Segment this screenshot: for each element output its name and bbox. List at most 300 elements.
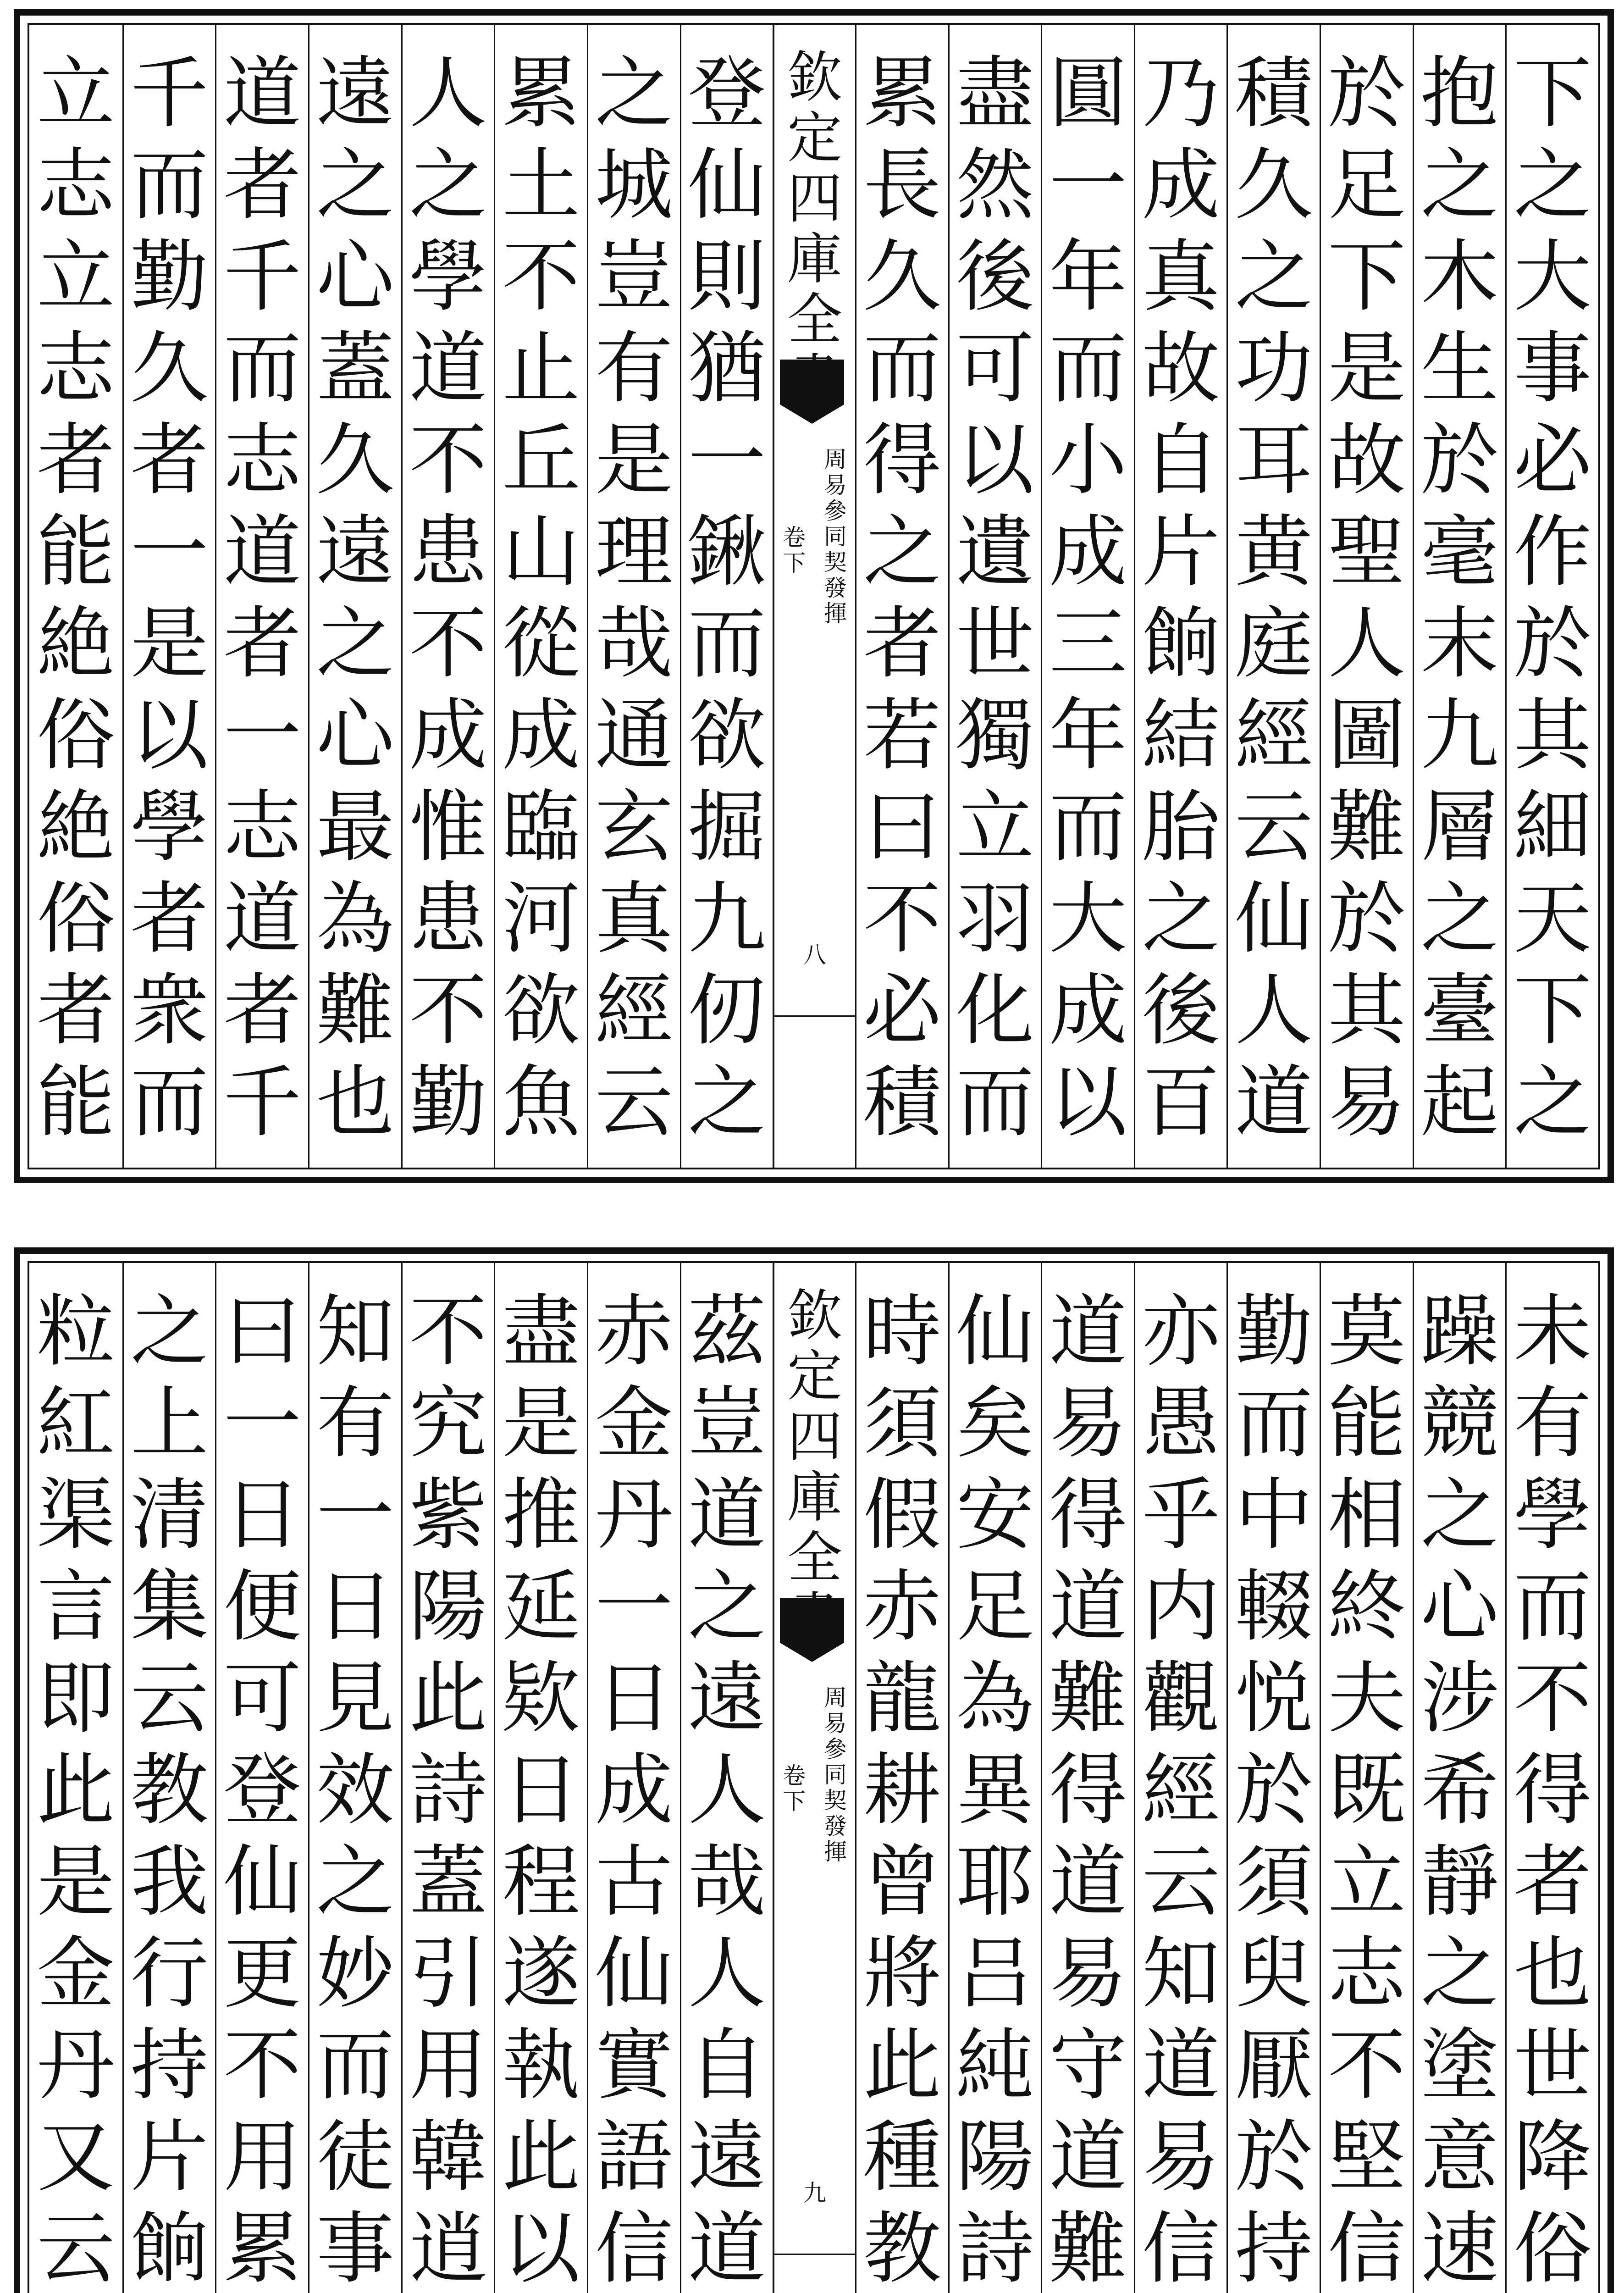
glyph: 立 (956, 782, 1034, 873)
glyph: 易 (1327, 1057, 1406, 1148)
glyph: 止 (502, 323, 580, 414)
glyph: 者 (1514, 1837, 1592, 1927)
glyph: 百 (1142, 1057, 1220, 1148)
text-column (122, 25, 215, 1168)
glyph: 理 (595, 507, 673, 598)
glyph: 九 (688, 874, 766, 964)
text-column-body (950, 1286, 1041, 2293)
glyph: 之 (130, 1286, 209, 1377)
text-column-body (588, 1286, 680, 2293)
glyph: 一 (688, 415, 766, 506)
glyph: 足 (956, 1562, 1034, 1652)
glyph: 究 (409, 1378, 487, 1469)
text-column (1505, 1263, 1598, 2293)
glyph: 難 (316, 965, 394, 1056)
glyph: 延 (502, 1562, 580, 1652)
glyph: 亦 (1142, 1286, 1220, 1377)
glyph (950, 1148, 1041, 1149)
book-title-char: 揮 (823, 600, 847, 627)
text-column-body (588, 48, 680, 1149)
glyph: 必 (1514, 415, 1592, 506)
glyph: 難 (1049, 2204, 1127, 2293)
text-column-body (1414, 48, 1506, 1149)
glyph: 城 (595, 140, 673, 231)
glyph: 推 (502, 1470, 580, 1561)
glyph: 得 (863, 415, 941, 506)
glyph: 道 (1049, 1562, 1127, 1652)
glyph: 勤 (130, 232, 209, 322)
glyph: 我 (130, 1837, 209, 1927)
glyph: 能 (1327, 1378, 1406, 1469)
glyph: 俗 (1514, 2204, 1592, 2293)
glyph: 層 (1420, 782, 1499, 873)
glyph: 而 (956, 1057, 1034, 1148)
glyph: 蓋 (409, 1837, 487, 1927)
glyph: 者 (223, 965, 302, 1056)
glyph: 不 (502, 232, 580, 322)
glyph: 玄 (595, 782, 673, 873)
folio-number: 九 (803, 2180, 827, 2206)
glyph: 不 (1514, 1653, 1592, 1744)
glyph: 世 (956, 598, 1034, 689)
book-title-char: 同 (823, 1761, 847, 1788)
glyph: 既 (1327, 1745, 1406, 1836)
glyph: 不 (223, 2020, 302, 2111)
glyph: 千 (130, 48, 209, 139)
lower-page (14, 1247, 1614, 2293)
glyph: 不 (409, 1286, 487, 1377)
glyph: 仙 (956, 1286, 1034, 1377)
glyph: 餉 (1142, 598, 1220, 689)
glyph: 守 (1049, 2020, 1127, 2111)
glyph: 是 (37, 1837, 115, 1927)
glyph: 種 (863, 2112, 941, 2203)
glyph: 哉 (595, 598, 673, 689)
glyph: 功 (1235, 323, 1313, 414)
center-fold-column (773, 1263, 855, 2293)
glyph: 丹 (37, 2020, 115, 2111)
glyph: 片 (130, 2112, 209, 2203)
glyph: 曰 (223, 1286, 302, 1377)
glyph: 於 (1514, 598, 1592, 689)
glyph: 云 (37, 2204, 115, 2293)
glyph: 輟 (1235, 1562, 1313, 1652)
glyph: 而 (1049, 782, 1127, 873)
glyph: 累 (223, 2204, 302, 2293)
folio-number: 八 (803, 942, 827, 968)
glyph: 學 (1514, 1470, 1592, 1561)
glyph (124, 1148, 215, 1149)
glyph: 而 (316, 2020, 394, 2111)
glyph: 自 (1142, 415, 1220, 506)
glyph (856, 1148, 948, 1149)
glyph: 小 (1049, 415, 1127, 506)
title-char: 定 (787, 1345, 843, 1408)
text-column-body (29, 1286, 122, 2293)
text-column (948, 25, 1041, 1168)
glyph: 曾 (863, 1837, 941, 1927)
glyph: 不 (863, 874, 941, 964)
glyph: 則 (688, 232, 766, 322)
glyph: 涉 (1420, 1653, 1499, 1744)
glyph: 者 (37, 965, 115, 1056)
glyph: 九 (1420, 690, 1499, 781)
glyph: 上 (130, 1378, 209, 1469)
glyph: 丘 (502, 415, 580, 506)
glyph: 之 (1420, 1470, 1499, 1561)
glyph: 日 (502, 1745, 580, 1836)
glyph: 紫 (409, 1470, 487, 1561)
glyph: 人 (1235, 965, 1313, 1056)
glyph: 古 (595, 1837, 673, 1927)
text-column (1226, 25, 1320, 1168)
glyph: 韓 (409, 2112, 487, 2203)
glyph: 更 (223, 1928, 302, 2019)
glyph: 胎 (1142, 782, 1220, 873)
glyph: 俗 (37, 690, 115, 781)
glyph: 赤 (863, 1562, 941, 1652)
glyph: 必 (863, 965, 941, 1056)
text-column-body (1135, 48, 1227, 1149)
glyph: 之 (316, 598, 394, 689)
text-column (587, 25, 680, 1168)
glyph: 成 (595, 1745, 673, 1836)
glyph: 結 (1142, 690, 1220, 781)
text-column-body (1228, 48, 1320, 1149)
glyph: 安 (956, 1470, 1034, 1561)
glyph: 志 (1327, 1928, 1406, 2019)
glyph: 臺 (1420, 965, 1499, 1056)
book-title-label (824, 1685, 847, 1865)
glyph: 成 (502, 690, 580, 781)
glyph: 日 (316, 1562, 394, 1652)
text-column (401, 1263, 494, 2293)
glyph: 能 (37, 507, 115, 598)
glyph: 心 (1420, 1562, 1499, 1652)
glyph: 乎 (1142, 1470, 1220, 1561)
text-column-body (856, 1286, 948, 2293)
glyph: 陽 (409, 1562, 487, 1652)
glyph: 一 (316, 1470, 394, 1561)
glyph: 行 (130, 1928, 209, 2019)
glyph: 久 (130, 323, 209, 414)
glyph: 事 (1514, 323, 1592, 414)
volume-char: 卷 (783, 524, 806, 551)
text-column (1320, 25, 1413, 1168)
glyph: 而 (130, 140, 209, 231)
glyph: 未 (1514, 1286, 1592, 1377)
glyph: 一 (223, 690, 302, 781)
glyph: 登 (223, 1745, 302, 1836)
glyph: 人 (688, 1928, 766, 2019)
glyph: 而 (130, 1057, 209, 1148)
glyph: 語 (595, 2112, 673, 2203)
glyph: 仙 (688, 140, 766, 231)
volume-char: 卷 (783, 1762, 806, 1789)
glyph: 以 (130, 690, 209, 781)
glyph: 時 (863, 1286, 941, 1377)
glyph: 速 (1420, 2204, 1499, 2293)
glyph: 詩 (956, 2204, 1034, 2293)
glyph: 年 (1049, 690, 1127, 781)
glyph: 獨 (956, 690, 1034, 781)
text-column-body (1507, 48, 1598, 1149)
glyph: 故 (1142, 323, 1220, 414)
text-column (680, 25, 773, 1168)
glyph: 便 (223, 1562, 302, 1652)
glyph: 絶 (37, 598, 115, 689)
glyph: 於 (1420, 415, 1499, 506)
glyph: 能 (37, 1057, 115, 1148)
glyph: 一 (223, 1378, 302, 1469)
text-column (855, 25, 948, 1168)
glyph: 有 (1514, 1378, 1592, 1469)
book-title-char: 契 (823, 1787, 847, 1814)
glyph: 之 (863, 507, 941, 598)
glyph: 云 (1142, 1837, 1220, 1927)
text-column-body (950, 48, 1041, 1149)
fishtail-mark-icon (780, 1598, 844, 1662)
glyph: 遠 (688, 1653, 766, 1744)
glyph: 而 (688, 598, 766, 689)
glyph: 心 (316, 690, 394, 781)
glyph: 臾 (1235, 1928, 1313, 2019)
glyph: 有 (316, 1378, 394, 1469)
glyph: 長 (863, 140, 941, 231)
glyph: 志 (37, 140, 115, 231)
glyph: 臨 (502, 782, 580, 873)
title-char: 庫 (787, 1466, 843, 1529)
text-column (494, 1263, 587, 2293)
glyph: 知 (1142, 1928, 1220, 2019)
glyph: 道 (223, 507, 302, 598)
glyph: 惟 (409, 782, 487, 873)
text-column-body (681, 1286, 773, 2293)
glyph: 妙 (316, 1928, 394, 2019)
glyph (1042, 1148, 1134, 1149)
text-column-body (1321, 1286, 1413, 2293)
glyph: 而 (223, 323, 302, 414)
glyph: 心 (316, 232, 394, 322)
glyph: 道 (1049, 1286, 1127, 1377)
glyph (403, 1148, 494, 1149)
glyph: 之 (1235, 232, 1313, 322)
glyph: 之 (409, 140, 487, 231)
glyph: 易 (1049, 1378, 1127, 1469)
glyph: 欲 (502, 965, 580, 1056)
glyph: 經 (595, 965, 673, 1056)
upper-page (14, 9, 1614, 1183)
glyph: 後 (1142, 965, 1220, 1056)
glyph: 之 (1514, 1057, 1592, 1148)
glyph: 千 (223, 1057, 302, 1148)
glyph: 立 (1327, 1837, 1406, 1927)
glyph: 學 (409, 232, 487, 322)
glyph: 後 (956, 232, 1034, 322)
glyph: 茲 (688, 1286, 766, 1377)
text-column-body (1135, 1286, 1227, 2293)
glyph: 圓 (1049, 48, 1127, 139)
glyph: 人 (1327, 598, 1406, 689)
glyph: 此 (37, 1745, 115, 1836)
glyph: 之 (595, 48, 673, 139)
glyph: 曰 (863, 782, 941, 873)
glyph: 豈 (688, 1378, 766, 1469)
glyph: 而 (1235, 1378, 1313, 1469)
text-column (1134, 25, 1227, 1168)
volume-label (783, 525, 806, 576)
book-title-char: 發 (823, 575, 847, 601)
glyph: 可 (956, 323, 1034, 414)
glyph: 此 (409, 1653, 487, 1744)
center-fold-column (773, 25, 855, 1168)
text-column (29, 25, 122, 1168)
glyph: 堅 (1327, 2112, 1406, 2203)
glyph: 之 (316, 1837, 394, 1927)
text-column-body (495, 1286, 587, 2293)
glyph: 難 (1049, 1653, 1127, 1744)
text-column-body (856, 48, 948, 1149)
glyph: 教 (130, 1745, 209, 1836)
glyph: 遠 (688, 2112, 766, 2203)
glyph: 猶 (688, 323, 766, 414)
glyph: 也 (316, 1057, 394, 1148)
glyph: 矣 (956, 1378, 1034, 1469)
text-column (680, 1263, 773, 2293)
glyph: 將 (863, 1928, 941, 2019)
glyph: 金 (595, 1378, 673, 1469)
glyph: 是 (130, 598, 209, 689)
glyph: 效 (316, 1745, 394, 1836)
glyph: 之 (1514, 140, 1592, 231)
book-title-char: 契 (823, 549, 847, 576)
glyph: 一 (130, 507, 209, 598)
glyph: 知 (316, 1286, 394, 1377)
glyph: 不 (409, 415, 487, 506)
glyph: 赤 (595, 1286, 673, 1377)
book-title-label (824, 447, 847, 626)
glyph: 黄 (1235, 507, 1313, 598)
glyph: 而 (1514, 1562, 1592, 1652)
text-column-body (309, 1286, 401, 2293)
glyph: 累 (863, 48, 941, 139)
glyph: 積 (863, 1057, 941, 1148)
upper-page-frame (28, 23, 1600, 1169)
glyph: 信 (1142, 2204, 1220, 2293)
glyph: 毫 (1420, 507, 1499, 598)
glyph: 生 (1420, 323, 1499, 414)
glyph: 金 (37, 1928, 115, 2019)
text-column-body (1042, 1286, 1134, 2293)
glyph: 之 (1420, 140, 1499, 231)
glyph: 大 (1514, 232, 1592, 322)
glyph: 不 (409, 965, 487, 1056)
glyph: 遠 (316, 507, 394, 598)
glyph: 盡 (502, 1286, 580, 1377)
glyph: 用 (409, 2020, 487, 2111)
glyph: 之 (1420, 1928, 1499, 2019)
title-char: 庫 (787, 227, 843, 291)
glyph: 故 (1327, 415, 1406, 506)
glyph: 終 (1327, 1562, 1406, 1652)
glyph: 耳 (1235, 415, 1313, 506)
glyph: 世 (1514, 2020, 1592, 2111)
glyph: 羽 (956, 874, 1034, 964)
glyph: 易 (1142, 2112, 1220, 2203)
title-char: 四 (787, 1405, 843, 1469)
glyph: 久 (1235, 140, 1313, 231)
glyph: 教 (863, 2204, 941, 2293)
glyph: 清 (130, 1470, 209, 1561)
book-title-char: 揮 (823, 1839, 847, 1865)
glyph: 觀 (1142, 1653, 1220, 1744)
glyph: 此 (863, 2020, 941, 2111)
folio-rule (774, 1015, 855, 1017)
book-title-char: 參 (823, 498, 847, 524)
glyph: 耕 (863, 1745, 941, 1836)
glyph: 於 (1327, 48, 1406, 139)
glyph (495, 1148, 587, 1149)
glyph: 天 (1514, 874, 1592, 964)
text-column (308, 1263, 401, 2293)
glyph: 耶 (956, 1837, 1034, 1927)
glyph: 學 (130, 782, 209, 873)
glyph: 集 (130, 1562, 209, 1652)
glyph: 徒 (316, 2112, 394, 2203)
glyph: 相 (1327, 1470, 1406, 1561)
text-column (401, 25, 494, 1168)
glyph: 足 (1327, 140, 1406, 231)
glyph: 志 (223, 415, 302, 506)
glyph: 引 (409, 1928, 487, 2019)
text-column-body (124, 1286, 215, 2293)
glyph: 為 (316, 874, 394, 964)
glyph: 絶 (37, 782, 115, 873)
glyph: 難 (1327, 782, 1406, 873)
glyph: 遺 (956, 507, 1034, 598)
fishtail-mark-icon (780, 360, 844, 424)
glyph: 經 (1235, 690, 1313, 781)
glyph: 而 (863, 323, 941, 414)
glyph: 此 (502, 2112, 580, 2203)
glyph: 人 (688, 1745, 766, 1836)
glyph: 俗 (37, 874, 115, 964)
glyph: 山 (502, 507, 580, 598)
glyph: 須 (1235, 1837, 1313, 1927)
glyph: 其 (1327, 965, 1406, 1056)
glyph: 得 (1049, 1470, 1127, 1561)
glyph: 木 (1420, 232, 1499, 322)
glyph: 聖 (1327, 507, 1406, 598)
glyph: 通 (595, 690, 673, 781)
glyph: 於 (1327, 874, 1406, 964)
glyph: 道 (1235, 1057, 1313, 1148)
glyph: 者 (223, 598, 302, 689)
text-column-body (216, 48, 308, 1149)
glyph: 經 (1142, 1745, 1220, 1836)
title-char: 定 (787, 106, 843, 170)
glyph: 之 (1420, 874, 1499, 964)
glyph: 仞 (688, 965, 766, 1056)
glyph: 三 (1049, 598, 1127, 689)
glyph: 道 (688, 2204, 766, 2293)
glyph: 欲 (688, 690, 766, 781)
glyph: 信 (595, 2204, 673, 2293)
glyph: 患 (409, 507, 487, 598)
glyph: 愚 (1142, 1378, 1220, 1469)
glyph (29, 1148, 122, 1149)
text-column (494, 25, 587, 1168)
